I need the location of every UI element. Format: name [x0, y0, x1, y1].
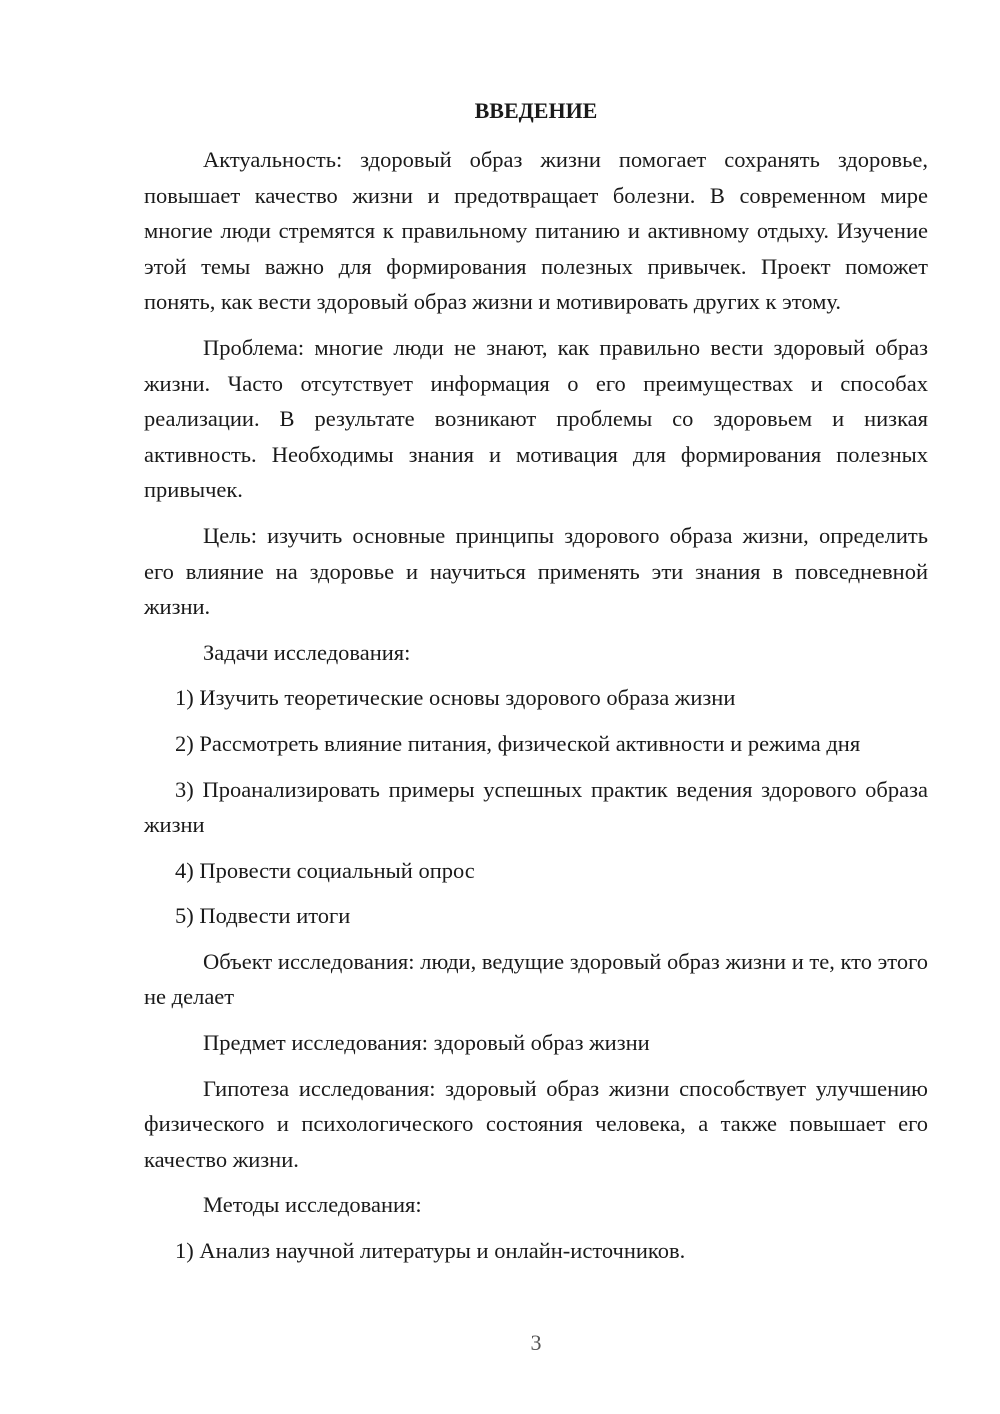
task-item: 2) Рассмотреть влияние питания, физической активности и режима дня [175, 730, 861, 756]
task-item: 4) Провести социальный опрос [175, 857, 475, 883]
document-body [144, 142, 928, 1279]
subject-paragraph: Предмет исследования: здоровый образ жизни [203, 1030, 650, 1056]
methods-heading: Методы исследования: [203, 1192, 422, 1218]
tasks-heading: Задачи исследования: [203, 639, 411, 665]
task-item: 5) Подвести итоги [175, 903, 351, 929]
task-item: 1) Изучить теоретические основы здорового образа жизни [175, 685, 736, 711]
object-paragraph: Объект исследования: люди, ведущие здоровый образ жизни и те, кто этого не делает [144, 948, 928, 1010]
task-item: 3) Проанализировать примеры успешных практик ведения здорового образа жизни [144, 776, 928, 838]
relevance-paragraph: Актуальность: здоровый образ жизни помогает сохранять здоровье, повышает качество жизни и предотвращает болезни. В современном мире многие люди стремятся к правильному питанию и активному отдыху. Изучение этой темы важно для формирования полезных привычек. Проект поможет понять, как вести здоровый образ жизни и мотивировать других к этому. [144, 147, 928, 315]
method-item: 1) Анализ научной литературы и онлайн-источников. [175, 1238, 686, 1264]
hypothesis-paragraph: Гипотеза исследования: здоровый образ жизни способствует улучшению физического и психологического состояния человека, а также повышает его качество жизни. [144, 1075, 928, 1172]
goal-paragraph: Цель: изучить основные принципы здорового образа жизни, определить его влияние на здоровье и научиться применять эти знания в повседневной жизни. [144, 522, 928, 620]
problem-paragraph: Проблема: многие люди не знают, как правильно вести здоровый образ жизни. Часто отсутствует информация о его преимуществах и способах реализации. В результате возникают проблемы со здоровьем и низкая активность. Необходимы знания и мотивация для формирования полезных привычек. [144, 334, 928, 503]
page-number: 3 [530, 1330, 542, 1355]
page-title: ВВЕДЕНИЕ [474, 98, 598, 123]
